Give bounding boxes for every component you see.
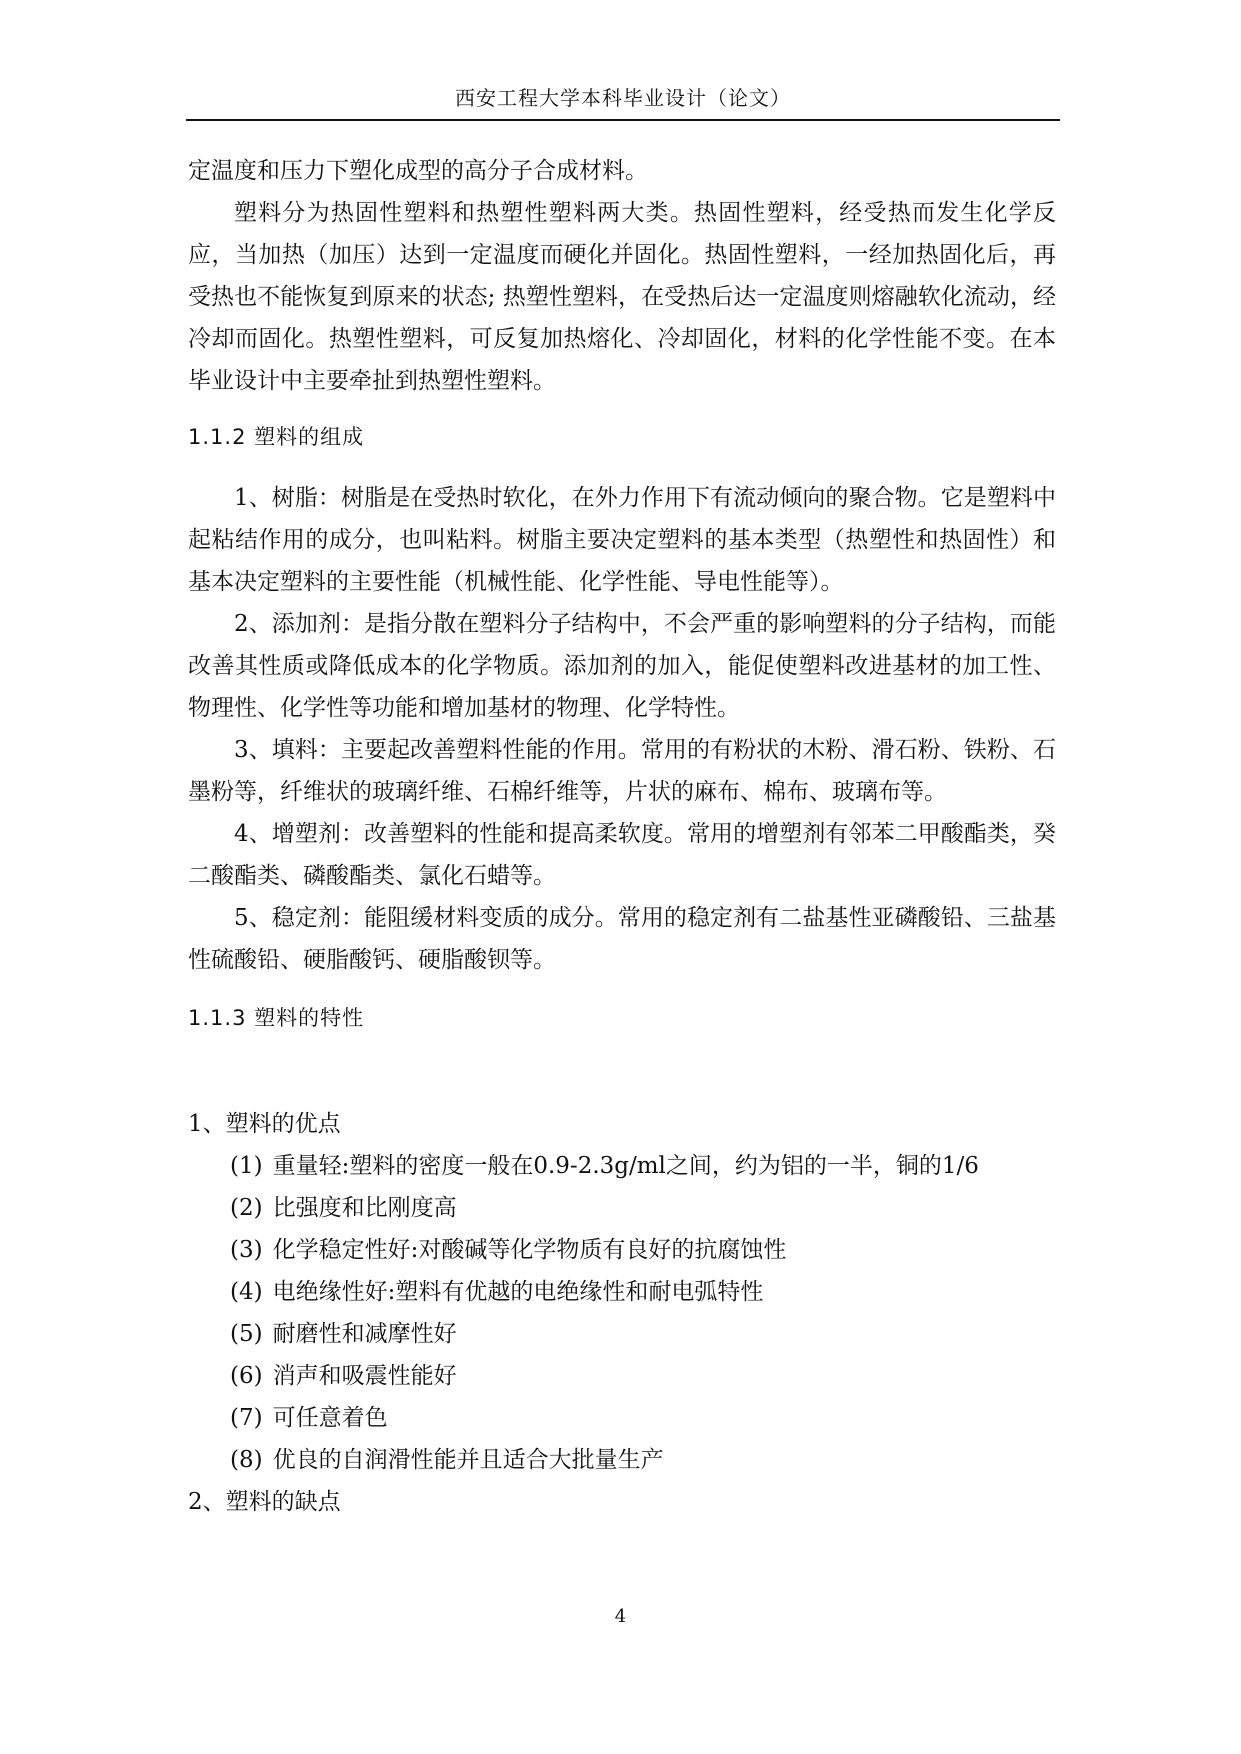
item-number: (7) xyxy=(230,1405,263,1431)
composition-item-filler: 3、填料：主要起改善塑料性能的作用。常用的有粉状的木粉、滑石粉、铁粉、石墨粉等，纤维状的玻璃纤维、石棉纤维等，片状的麻布、棉布、玻璃布等。 xyxy=(188,737,1056,805)
paragraph-continuation: 定温度和压力下塑化成型的高分子合成材料。 xyxy=(188,158,648,184)
item-number: (5) xyxy=(230,1321,263,1347)
composition-item-plasticizer: 4、增塑剂：改善塑料的性能和提高柔软度。常用的增塑剂有邻苯二甲酸酯类，癸二酸酯类、磷酸酯类、氯化石蜡等。 xyxy=(188,821,1056,889)
paragraph-plastic-types: 塑料分为热固性塑料和热塑性塑料两大类。热固性塑料，经受热而发生化学反应，当加热（加压）达到一定温度而硬化并固化。热固性塑料，一经加热固化后，再受热也不能恢复到原来的状态; 热塑性塑料，在受热后达一定温度则熔融软化流动，经冷却而固化。热塑性塑料，可反复加热熔化、冷却固化，材料的化学性能不变。在本毕业设计中主要牵扯到热塑性塑料。 xyxy=(188,200,1056,394)
item-number: (4) xyxy=(230,1279,263,1305)
page-header-title: 西安工程大学本科毕业设计（论文） xyxy=(455,86,791,110)
item-text: 耐磨性和减摩性好 xyxy=(272,1321,457,1347)
item-text: 消声和吸震性能好 xyxy=(272,1363,457,1389)
item-text: 化学稳定性好:对酸碱等化学物质有良好的抗腐蚀性 xyxy=(272,1237,787,1263)
item-text: 比强度和比刚度高 xyxy=(272,1195,457,1221)
disadvantages-title: 2、塑料的缺点 xyxy=(188,1489,341,1515)
section-heading-properties: 1.1.3 塑料的特性 xyxy=(188,1006,365,1030)
item-number: (6) xyxy=(230,1363,263,1389)
item-number: (8) xyxy=(230,1447,263,1473)
composition-item-resin: 1、树脂：树脂是在受热时软化，在外力作用下有流动倾向的聚合物。它是塑料中起粘结作用的成分，也叫粘料。树脂主要决定塑料的基本类型（热塑性和热固性）和基本决定塑料的主要性能（机械性能、化学性能、导电性能等）。 xyxy=(188,485,1056,595)
item-number: (3) xyxy=(230,1237,263,1263)
section-heading-composition: 1.1.2 塑料的组成 xyxy=(188,425,365,449)
advantage-item xyxy=(188,1187,1056,1229)
composition-item-additive: 2、添加剂：是指分散在塑料分子结构中，不会严重的影响塑料的分子结构，而能改善其性质或降低成本的化学物质。添加剂的加入，能促使塑料改进基材的加工性、物理性、化学性等功能和增加基材的物理、化学特性。 xyxy=(188,611,1056,721)
page-number: 4 xyxy=(614,1606,627,1627)
advantages-title: 1、塑料的优点 xyxy=(188,1111,341,1137)
item-text: 重量轻:塑料的密度一般在0.9-2.3g/ml之间，约为铝的一半，铜的1/6 xyxy=(272,1153,979,1179)
header-divider xyxy=(186,119,1060,121)
item-text: 电绝缘性好:塑料有优越的电绝缘性和耐电弧特性 xyxy=(272,1279,764,1305)
advantage-item xyxy=(188,1439,1056,1481)
advantage-item xyxy=(188,1229,1056,1271)
item-number: (1) xyxy=(230,1153,263,1179)
advantage-item xyxy=(188,1313,1056,1355)
item-number: (2) xyxy=(230,1195,263,1221)
advantage-item xyxy=(188,1355,1056,1397)
item-text: 可任意着色 xyxy=(272,1405,388,1431)
composition-item-stabilizer: 5、稳定剂：能阻缓材料变质的成分。常用的稳定剂有二盐基性亚磷酸铅、三盐基性硫酸铅、硬脂酸钙、硬脂酸钡等。 xyxy=(188,905,1056,973)
advantage-item xyxy=(188,1145,1056,1187)
document-body xyxy=(188,150,1056,1523)
advantage-item xyxy=(188,1271,1056,1313)
item-text: 优良的自润滑性能并且适合大批量生产 xyxy=(272,1447,664,1473)
advantage-item xyxy=(188,1397,1056,1439)
